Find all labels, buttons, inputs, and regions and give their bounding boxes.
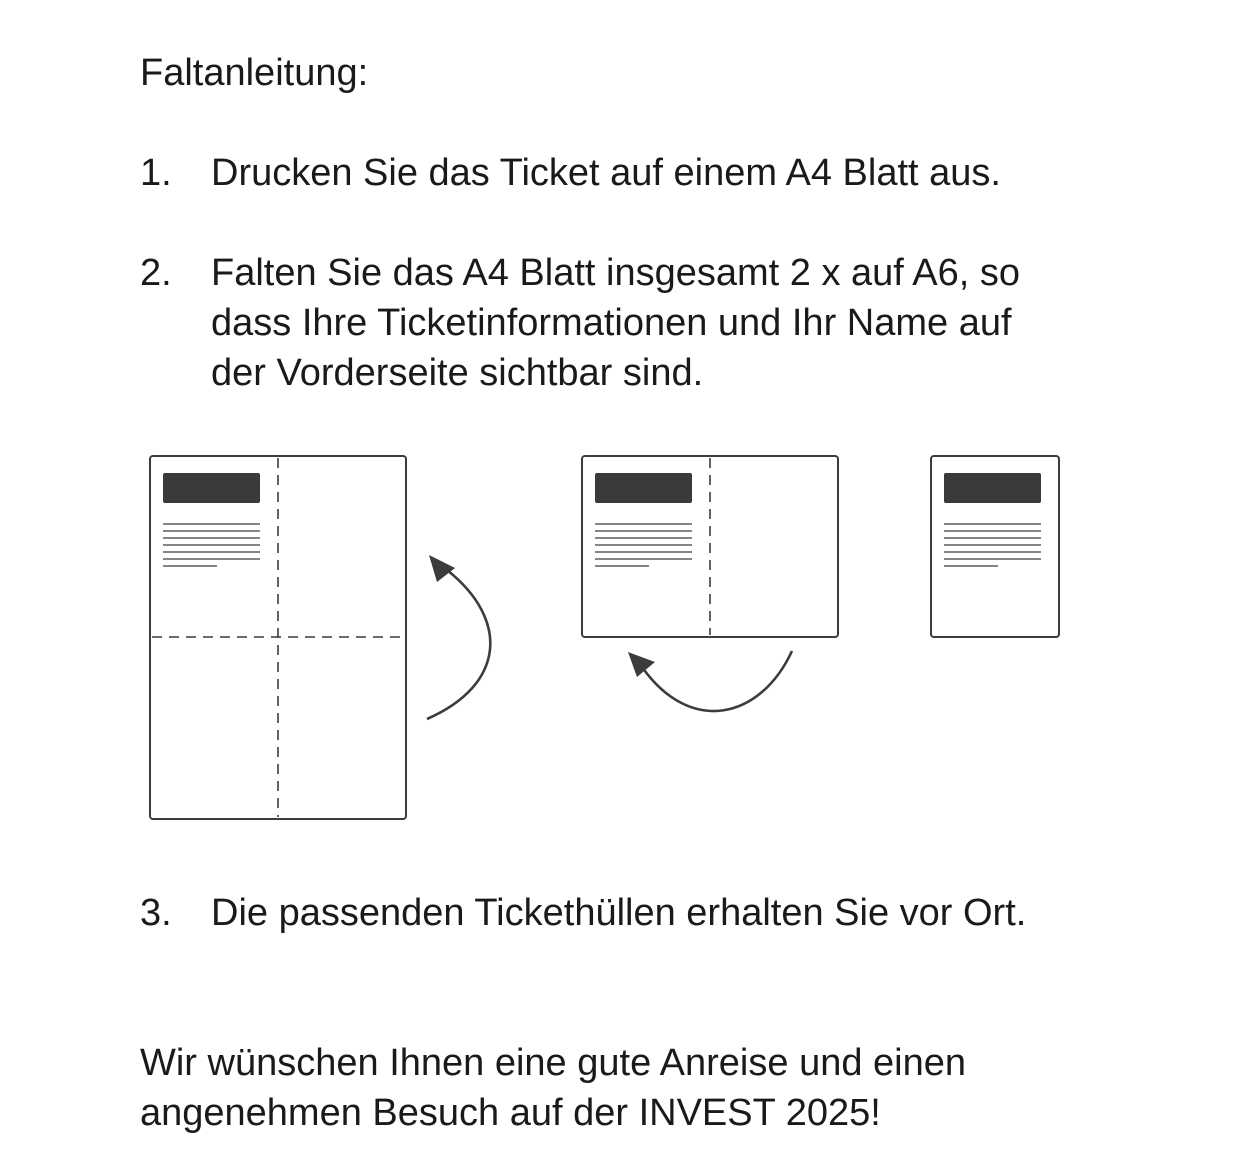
ticket-header-block — [944, 473, 1041, 503]
a4-sheet-illustration — [150, 456, 406, 819]
step-text — [211, 248, 1140, 398]
step-text — [211, 888, 1140, 938]
fold-arrow-left-icon — [628, 651, 792, 711]
ticket-header-block — [595, 473, 692, 503]
fold-arrow-up-icon — [427, 555, 490, 719]
step-text-line: Falten Sie das A4 Blatt insgesamt 2 x auf A6, so — [211, 252, 1021, 294]
step-text-line: dass Ihre Ticketinformationen und Ihr Name auf — [211, 302, 1012, 344]
step-text-line: Die passenden Tickethüllen erhalten Sie vor Ort. — [211, 892, 1027, 934]
closing-line: angenehmen Besuch auf der INVEST 2025! — [140, 1092, 881, 1134]
step-number: 3. — [140, 892, 172, 934]
step-number: 2. — [140, 252, 172, 294]
folding-diagram — [0, 440, 1240, 840]
step-text-line: der Vorderseite sichtbar sind. — [211, 352, 704, 394]
step-number: 1. — [140, 152, 172, 194]
closing-message — [140, 1038, 1140, 1138]
instruction-step-3 — [140, 888, 1140, 938]
page-title: Faltanleitung: — [140, 52, 369, 94]
step-text — [211, 148, 1140, 198]
instruction-step-2 — [140, 248, 1140, 398]
ticket-header-block — [163, 473, 260, 503]
a6-sheet-illustration — [931, 456, 1059, 637]
step-text-line: Drucken Sie das Ticket auf einem A4 Blatt aus. — [211, 152, 1001, 194]
closing-line: Wir wünschen Ihnen eine gute Anreise und einen — [140, 1042, 966, 1084]
instruction-step-1 — [140, 148, 1140, 198]
a5-sheet-illustration — [582, 456, 838, 637]
